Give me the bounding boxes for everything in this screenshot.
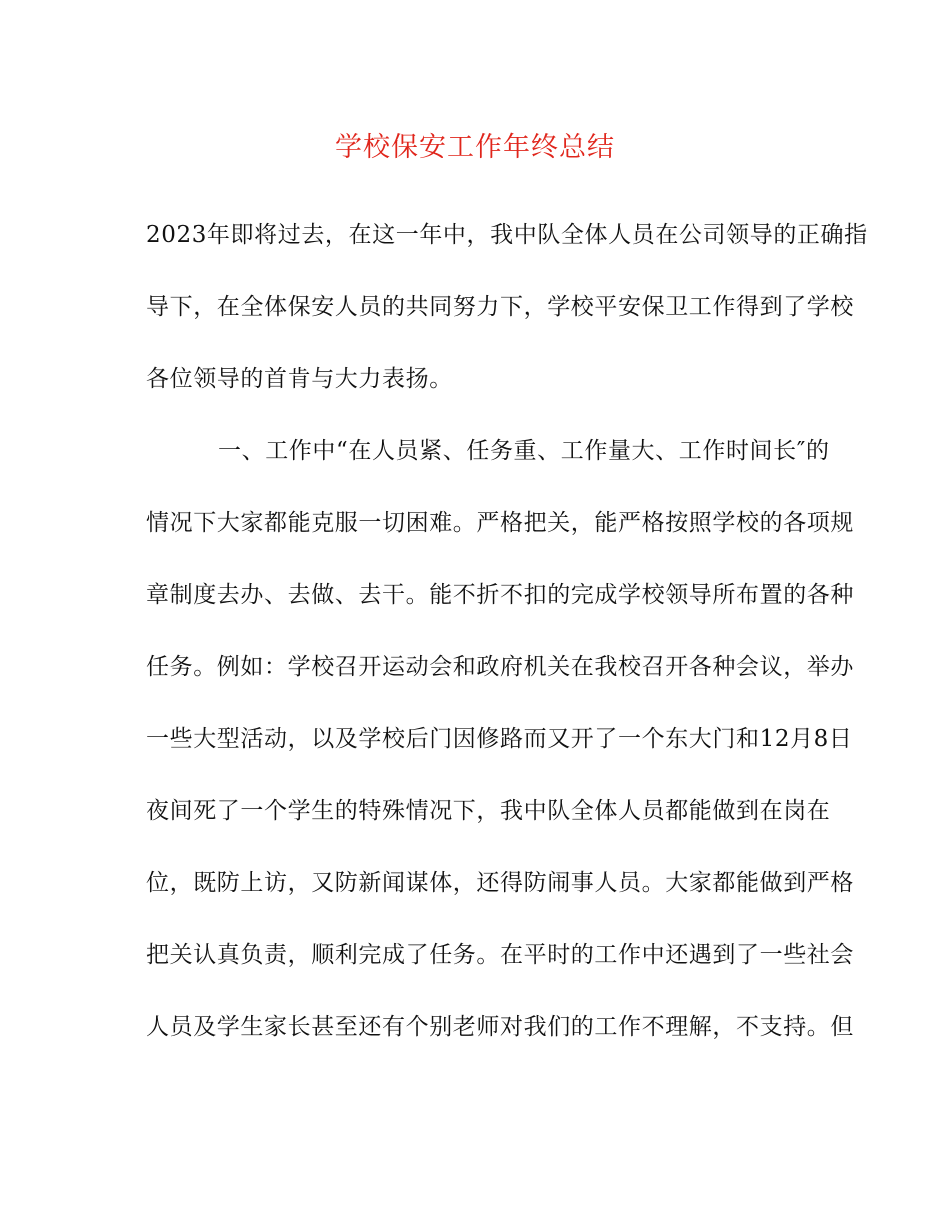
paragraph-line: 情况下大家都能克服一切困难。严格把关，能严格按照学校的各项规 xyxy=(146,510,854,536)
paragraph-line: 一些大型活动，以及学校后门因修路而又开了一个东大门和12月8日 xyxy=(146,726,853,752)
paragraph-line: 各位领导的首肯与大力表扬。 xyxy=(146,366,453,392)
paragraph-line: 导下，在全体保安人员的共同努力下，学校平安保卫工作得到了学校 xyxy=(146,294,854,320)
paragraph-line: 一、工作中“在人员紧、任务重、工作量大、工作时间长″的 xyxy=(218,438,830,464)
paragraph-line: 夜间死了一个学生的特殊情况下，我中队全体人员都能做到在岗在 xyxy=(146,798,831,824)
paragraph-line: 位，既防上访，又防新闻谋体，还得防闹事人员。大家都能做到严格 xyxy=(146,870,854,896)
paragraph-line: 2023年即将过去，在这一年中，我中队全体人员在公司领导的正确指 xyxy=(146,222,868,248)
paragraph-line: 人员及学生家长甚至还有个别老师对我们的工作不理解，不支持。但 xyxy=(146,1014,854,1040)
paragraph-line: 任务。例如：学校召开运动会和政府机关在我校召开各种会议，举办 xyxy=(146,654,854,680)
paragraph-line: 把关认真负责，顺利完成了任务。在平时的工作中还遇到了一些社会 xyxy=(146,942,854,968)
paragraph-line: 章制度去办、去做、去干。能不折不扣的完成学校领导所布置的各种 xyxy=(146,582,854,608)
document-title: 学校保安工作年终总结 xyxy=(335,132,615,163)
